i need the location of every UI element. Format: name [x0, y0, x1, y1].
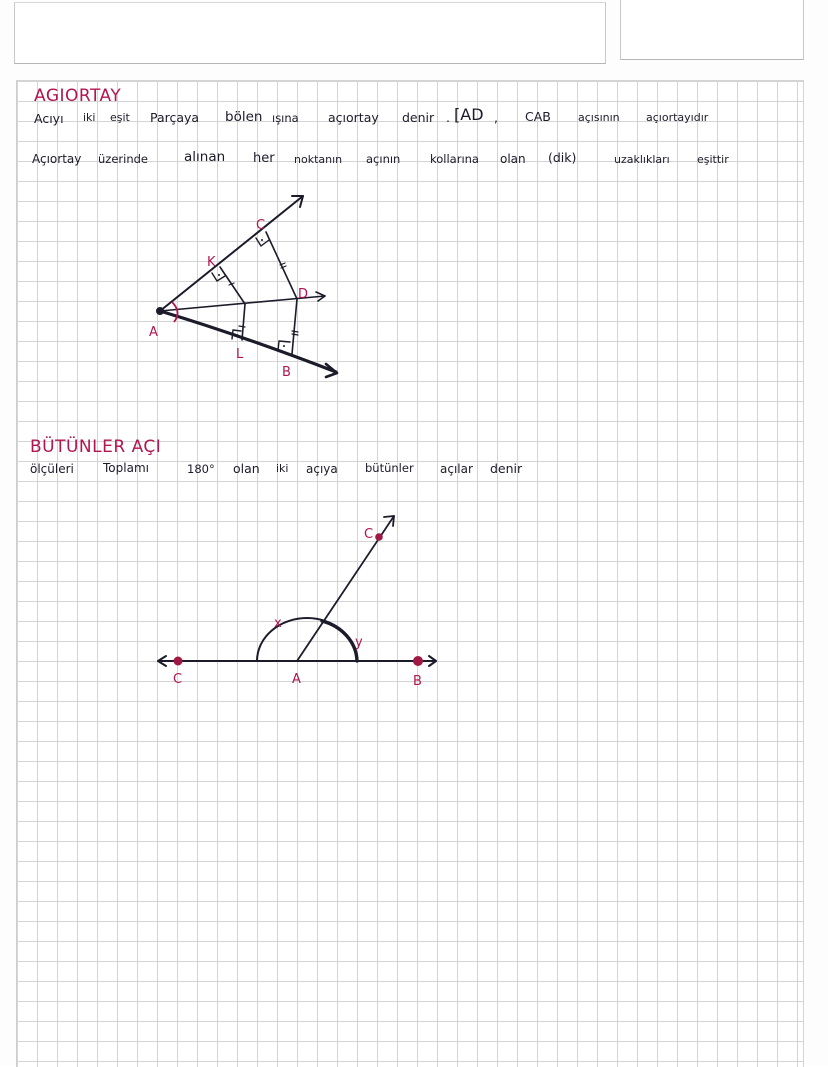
word: açılar	[440, 462, 473, 476]
label-a: A	[149, 325, 158, 340]
word: Acıyı	[34, 111, 64, 126]
label-c: C	[256, 218, 266, 233]
point-c-left	[174, 657, 183, 666]
word: (dik)	[548, 150, 577, 165]
word: olan	[233, 461, 260, 476]
label-c-ray: C	[364, 527, 374, 542]
word: üzerinde	[98, 152, 148, 166]
angle-arc	[257, 618, 357, 661]
word: eşittir	[697, 153, 729, 166]
word: .	[446, 110, 450, 125]
word: eşit	[110, 111, 130, 124]
point-b	[413, 656, 423, 666]
label-angle-x: x	[274, 616, 282, 631]
label-a: A	[292, 672, 301, 687]
label-b: B	[413, 674, 422, 689]
label-k: K	[207, 255, 216, 270]
word: denir	[402, 110, 435, 125]
word: Açıortay	[32, 152, 82, 166]
word: Toplamı	[103, 461, 149, 475]
word: uzaklıkları	[614, 153, 670, 166]
word: bütünler	[365, 461, 414, 475]
label-d: D	[298, 287, 309, 302]
word: açıortay	[328, 110, 379, 125]
word: Parçaya	[150, 110, 200, 125]
word: noktanın	[294, 153, 343, 166]
word: kollarına	[430, 152, 479, 166]
section-title-butunler-aci: BÜTÜNLER AÇI	[30, 437, 162, 457]
word: [AD	[454, 105, 484, 124]
word: denir	[490, 461, 523, 476]
point-c-ray	[375, 533, 383, 541]
word: ölçüleri	[30, 462, 74, 476]
word: CAB	[525, 109, 551, 124]
label-c-left: C	[173, 672, 183, 687]
word: açıya	[306, 462, 338, 476]
label-angle-y: y	[355, 635, 363, 650]
word: açıortayıdır	[646, 111, 709, 124]
word: bölen	[225, 109, 263, 125]
word: iki	[83, 111, 96, 124]
word: olan	[500, 152, 526, 166]
label-l: L	[236, 347, 244, 362]
word: ,	[494, 110, 498, 125]
word: açının	[366, 152, 401, 166]
word: ışına	[272, 111, 299, 125]
word: alınan	[184, 149, 226, 165]
label-b: B	[282, 365, 291, 380]
section-title-aciortay: AGIORTAY	[34, 86, 122, 106]
word: açısının	[578, 111, 620, 124]
angle-arc-y	[322, 621, 357, 661]
word: 180°	[187, 462, 215, 476]
word: iki	[276, 462, 289, 475]
word: her	[253, 151, 275, 166]
